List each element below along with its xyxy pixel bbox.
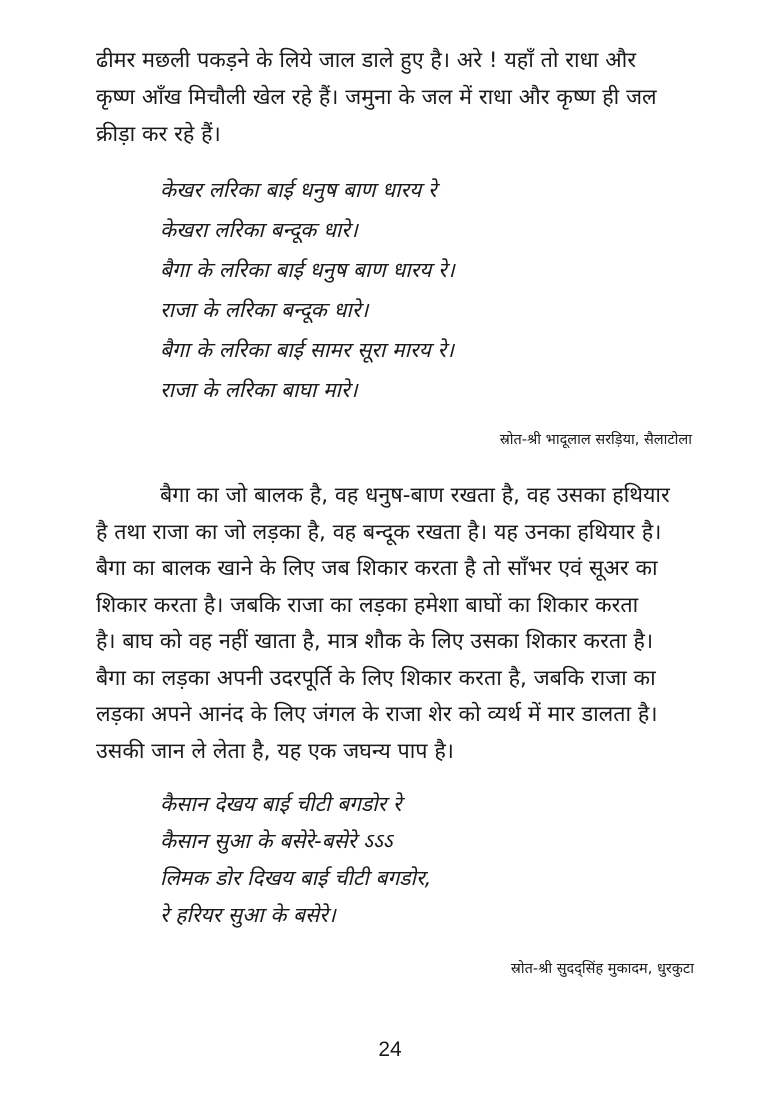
paragraph-line: ढीमर मछली पकड़ने के लिये जाल डाले हुए है। अरे ! यहाँ तो राधा और: [96, 48, 637, 73]
paragraph-line: बैगा का जो बालक है, वह धनुष-बाण रखता है, वह उसका हथियार: [160, 483, 670, 508]
paragraph-line: लड़का अपने आनंद के लिए जंगल के राजा शेर को व्यर्थ में मार डालता है।: [96, 702, 658, 727]
source-citation-1: स्रोत-श्री भादूलाल सरड़िया, सैलाटोला: [499, 432, 692, 448]
paragraph-1: [96, 42, 706, 153]
verse-line: राजा के लरिका बन्दूक धारे।: [160, 298, 369, 322]
page-number: 24: [378, 1038, 402, 1061]
verse-line: लिमक डोर दिखय बाई चीटी बगडोर,: [160, 866, 432, 890]
paragraph-line: कृष्ण आँख मिचौली खेल रहे हैं। जमुना के जल में राधा और कृष्ण ही जल: [96, 85, 657, 110]
paragraph-line: है तथा राजा का जो लड़का है, वह बन्दूक रखता है। यह उनका हथियार है।: [96, 519, 662, 545]
paragraph-line: क्रीड़ा कर रहे हैं।: [96, 122, 221, 147]
verse-line: राजा के लरिका बाघा मारे।: [160, 378, 358, 402]
paragraph-line: बैगा का लड़का अपनी उदरपूर्ति के लिए शिकार करता है, जबकि राजा का: [96, 665, 656, 691]
paragraph-line: शिकार करता है। जबकि राजा का लड़का हमेशा बाघों का शिकार करता: [96, 592, 639, 618]
paragraph-line: है। बाघ को वह नहीं खाता है, मात्र शौक के लिए उसका शिकार करता है।: [96, 629, 654, 654]
verse-line: कैसान देखय बाई चीटी बगडोर रे: [160, 792, 402, 816]
verse-2: [160, 786, 720, 934]
paragraph-2: [96, 478, 706, 770]
verse-line: केखर लरिका बाई धनुष बाण धारय रे: [160, 178, 437, 202]
verse-line: कैसान सुआ के बसेरे-बसेरे ऽऽऽ: [160, 829, 393, 853]
paragraph-line: उसकी जान ले लेता है, यह एक जघन्य पाप है।: [96, 738, 454, 764]
verse-line: बैगा के लरिका बाई धनुष बाण धारय रे।: [160, 258, 455, 282]
verse-line: रे हरियर सुआ के बसेरे।: [160, 903, 336, 927]
source-citation-2: स्रोत-श्री सुदद्सिंह मुकादम, धुरकुटा: [510, 961, 694, 977]
verse-line: केखरा लरिका बन्दूक धारे।: [160, 218, 358, 242]
verse-line: बैगा के लरिका बाई सामर सूरा मारय रे।: [160, 338, 455, 362]
verse-1: [160, 170, 720, 410]
paragraph-line: बैगा का बालक खाने के लिए जब शिकार करता है तो साँभर एवं सूअर का: [96, 556, 658, 581]
